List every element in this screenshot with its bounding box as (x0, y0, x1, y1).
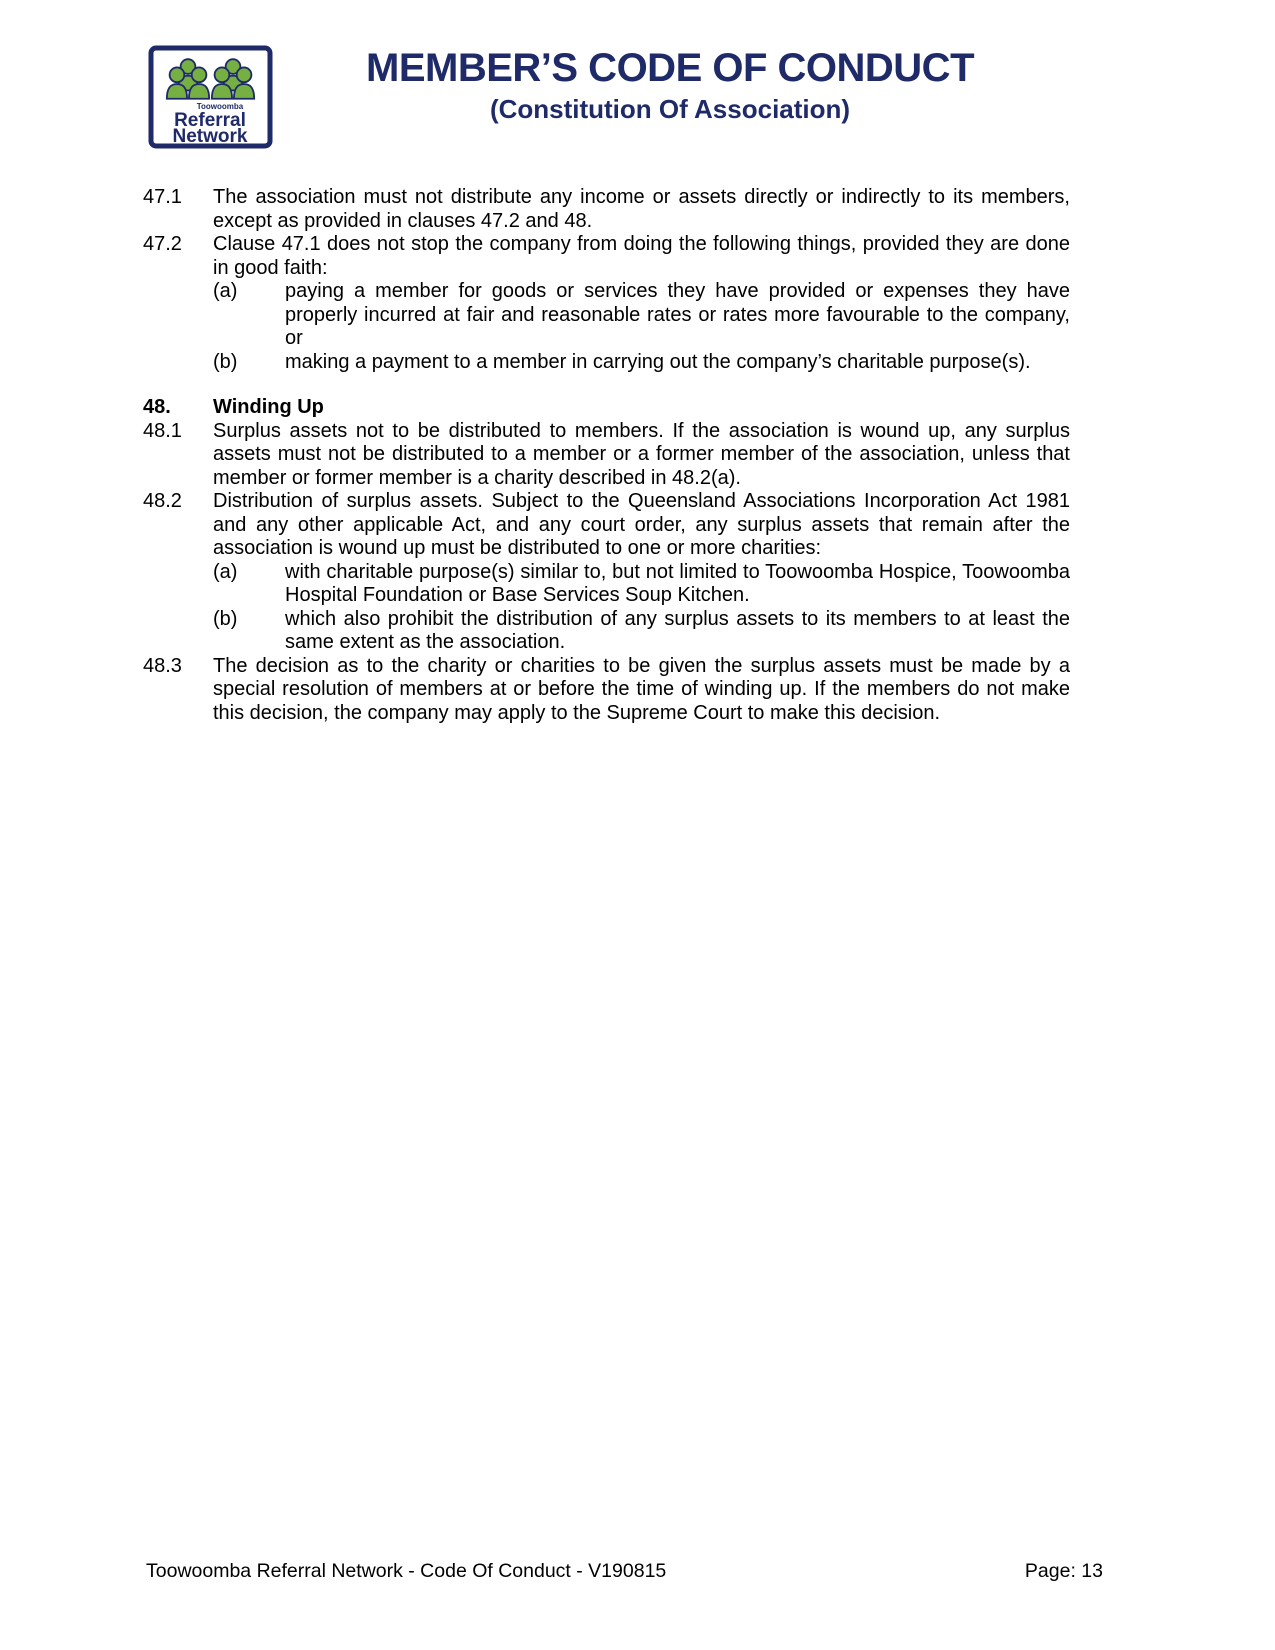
document-body (143, 186, 1070, 725)
page-title: MEMBER’S CODE OF CONDUCT (366, 46, 974, 90)
subclause-letter: (b) (213, 607, 238, 630)
logo-toowoomba-text: Toowoomba (196, 102, 244, 111)
clause-row-48-3 (143, 655, 1070, 726)
subclause-row-48-2-b (213, 608, 1070, 655)
subclause-row-47-2-b (213, 351, 1070, 375)
clause-text: Surplus assets not to be distributed to members. If the association is wound up, any surplus assets must not be distributed to a member or a former member of the association, unless that member or former member is a charity described in 48.2(a). (213, 419, 1070, 489)
logo (148, 45, 273, 149)
clause-row-47-2 (143, 233, 1070, 280)
section-number: 48. (143, 396, 171, 418)
subclause-letter: (a) (213, 280, 238, 302)
clause-text: Distribution of surplus assets. Subject to the Queensland Associations Incorporation Act 1981 and any other applicable Act, and any court order, any surplus assets that remain after the association is wound up must be distributed to one or more charities: (213, 490, 1070, 559)
subclause-text: paying a member for goods or services they have provided or expenses they have properly incurred at fair and reasonable rates or rates more favourable to the company, or (285, 280, 1070, 349)
clause-number: 48.3 (143, 654, 182, 677)
header (273, 46, 1067, 125)
subclause-text: making a payment to a member in carrying out the company’s charitable purpose(s). (285, 350, 1031, 373)
clause-text: The association must not distribute any income or assets directly or indirectly to its members, except as provided in clauses 47.2 and 48. (213, 186, 1070, 232)
clause-text: The decision as to the charity or charities to be given the surplus assets must be made by a special resolution of members at or before the time of winding up. If the members do not make this decision, the company may apply to the Supreme Court to make this decision. (213, 654, 1070, 724)
footer (146, 1560, 1103, 1583)
toowoomba-referral-network-logo (148, 45, 273, 149)
subclause-text: with charitable purpose(s) similar to, but not limited to Toowoomba Hospice, Toowoomba Hospital Foundation or Base Services Soup Kitchen. (285, 560, 1070, 606)
clause-number: 48.2 (143, 490, 182, 512)
clause-number: 48.1 (143, 419, 182, 442)
subclause-letter: (b) (213, 350, 238, 373)
subclause-row-47-2-a (213, 280, 1070, 351)
section-heading-48 (143, 396, 1070, 420)
clause-number: 47.1 (143, 186, 182, 208)
clause-row-48-2 (143, 490, 1070, 561)
clause-number: 47.2 (143, 233, 182, 255)
subclause-letter: (a) (213, 560, 238, 583)
footer-page-number: Page: 13 (1024, 1560, 1103, 1582)
subclause-row-48-2-a (213, 561, 1070, 608)
page-subtitle: (Constitution Of Association) (489, 94, 851, 124)
section-title: Winding Up (213, 396, 324, 418)
clause-text: Clause 47.1 does not stop the company from doing the following things, provided they are done in good faith: (213, 233, 1070, 279)
logo-referral-text: Referral (174, 110, 246, 131)
logo-network-text: Network (172, 126, 248, 147)
footer-document-label: Toowoomba Referral Network - Code Of Conduct - V190815 (146, 1560, 667, 1582)
subclause-text: which also prohibit the distribution of any surplus assets to its members to at least the same extent as the association. (285, 607, 1070, 653)
clause-row-48-1 (143, 420, 1070, 491)
clause-row-47-1 (143, 186, 1070, 233)
